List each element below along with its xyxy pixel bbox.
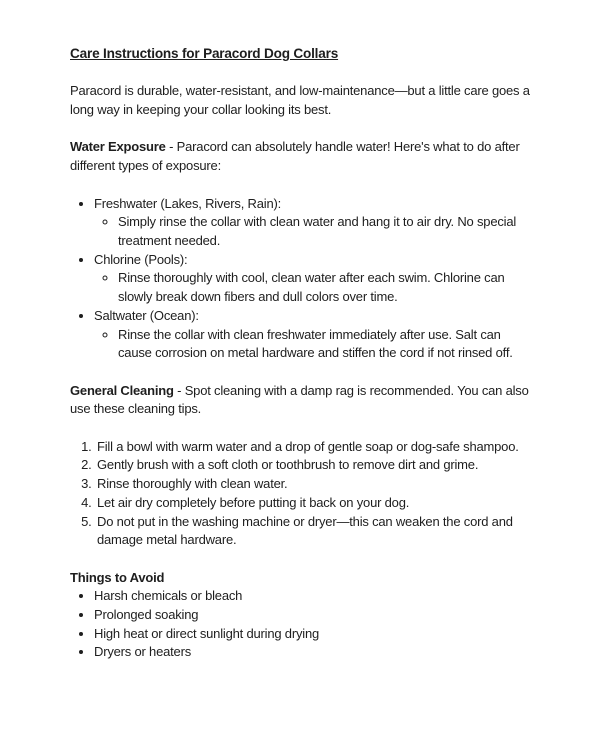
list-item: 5. Do not put in the washing machine or dryer—this can weaken the cord and damage metal hardware. xyxy=(95,513,536,550)
list-item: • High heat or direct sunlight during drying xyxy=(94,625,536,644)
general-cleaning-text: Spot cleaning with a damp rag is recommended. You can also use these cleaning tips. xyxy=(70,382,529,417)
list-item: ◦ Simply rinse the collar with clean water and hang it to air dry. No special treatment needed. xyxy=(118,213,536,250)
list-item xyxy=(94,195,536,251)
sub-list xyxy=(94,269,536,306)
list-item: 4. Let air dry completely before putting it back on your dog. xyxy=(95,494,536,513)
document-title: Care Instructions for Paracord Dog Collars xyxy=(70,46,339,61)
list-item: 2. Gently brush with a soft cloth or toothbrush to remove dirt and grime. xyxy=(95,456,536,475)
list-item: • Harsh chemicals or bleach xyxy=(94,587,536,606)
list-item xyxy=(94,251,536,307)
general-cleaning-heading: General Cleaning xyxy=(70,382,174,398)
general-cleaning-paragraph xyxy=(70,382,536,419)
list-item-label: Chlorine (Pools): xyxy=(94,251,188,267)
things-to-avoid-heading: Things to Avoid xyxy=(70,569,165,585)
water-exposure-paragraph xyxy=(70,138,536,175)
separator-text: - xyxy=(173,382,185,398)
water-exposure-text: Paracord can absolutely handle water! Here's what to do after different types of exposure: xyxy=(70,139,520,174)
things-to-avoid-list xyxy=(70,587,536,662)
list-item: • Prolonged soaking xyxy=(94,606,536,625)
cleaning-steps-list xyxy=(70,438,536,550)
list-item: 1. Fill a bowl with warm water and a drop of gentle soap or dog-safe shampoo. xyxy=(95,438,536,457)
list-item-label: Freshwater (Lakes, Rivers, Rain): xyxy=(94,195,282,211)
intro-paragraph: Paracord is durable, water-resistant, and low-maintenance—but a little care goes a long way in keeping your collar looking its best. xyxy=(70,83,530,118)
list-item xyxy=(94,307,536,363)
list-item-label: Saltwater (Ocean): xyxy=(94,307,199,323)
separator-text: - xyxy=(165,139,177,155)
water-exposure-list xyxy=(70,195,536,363)
sub-list xyxy=(94,326,536,363)
water-exposure-heading: Water Exposure xyxy=(70,139,166,155)
list-item: ◦ Rinse the collar with clean freshwater immediately after use. Salt can cause corrosion on metal hardware and stiffen the cord if not rinsed off. xyxy=(118,326,536,363)
list-item: 3. Rinse thoroughly with clean water. xyxy=(95,475,536,494)
sub-list xyxy=(94,213,536,250)
list-item: • Dryers or heaters xyxy=(94,643,536,662)
list-item: ◦ Rinse thoroughly with cool, clean water after each swim. Chlorine can slowly break down fibers and dull colors over time. xyxy=(118,269,536,306)
